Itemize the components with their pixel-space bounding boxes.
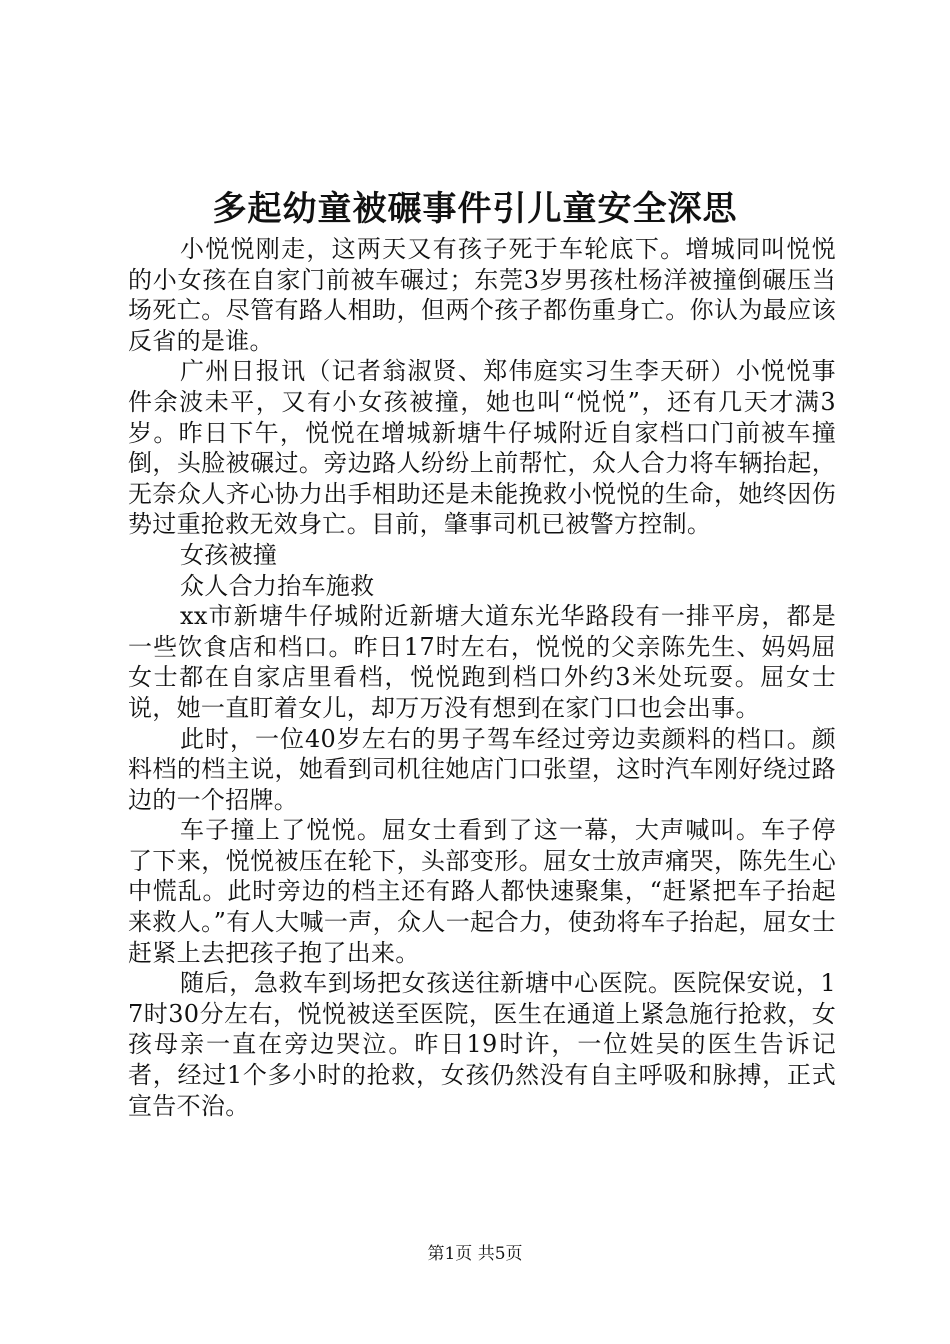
paragraph: 广州日报讯（记者翁淑贤、郑伟庭实习生李天研）小悦悦事件余波未平，又有小女孩被撞，她也叫“悦悦”，还有几天才满3岁。昨日下午，悦悦在增城新塘牛仔城附近自家档口门前被车撞倒，头脸被碾过。旁边路人纷纷上前帮忙，众人合力将车辆抬起，无奈众人齐心协力出手相助还是未能挽救小悦悦的生命，她终因伤势过重抢救无效身亡。目前，肇事司机已被警方控制。 — [128, 357, 836, 539]
page-number: 第1页 共5页 — [427, 1244, 523, 1264]
document-body — [128, 234, 836, 1121]
paragraph: 此时，一位40岁左右的男子驾车经过旁边卖颜料的档口。颜料档的档主说，她看到司机往她店门口张望，这时汽车刚好绕过路边的一个招牌。 — [128, 724, 836, 814]
paragraph: 车子撞上了悦悦。屈女士看到了这一幕，大声喊叫。车子停了下来，悦悦被压在轮下，头部变形。屈女士放声痛哭，陈先生心中慌乱。此时旁边的档主还有路人都快速聚集，“赶紧把车子抬起来救人。”有人大喊一声，众人一起合力，使劲将车子抬起，屈女士赶紧上去把孩子抱了出来。 — [128, 816, 836, 967]
document-title: 多起幼童被碾事件引儿童安全深思 — [212, 189, 738, 229]
paragraph: 随后，急救车到场把女孩送往新塘中心医院。医院保安说，17时30分左右，悦悦被送至医院，医生在通道上紧急施行抢救，女孩母亲一直在旁边哭泣。昨日19时许，一位姓吴的医生告诉记者，经过1个多小时的抢救，女孩仍然没有自主呼吸和脉搏，正式宣告不治。 — [128, 969, 836, 1120]
subheading: 女孩被撞 — [180, 540, 278, 569]
subheading: 众人合力抬车施救 — [180, 571, 375, 600]
paragraph: 小悦悦刚走，这两天又有孩子死于车轮底下。增城同叫悦悦的小女孩在自家门前被车碾过；东莞3岁男孩杜杨洋被撞倒碾压当场死亡。尽管有路人相助，但两个孩子都伤重身亡。你认为最应该反省的是谁。 — [128, 235, 836, 355]
paragraph: xx市新塘牛仔城附近新塘大道东光华路段有一排平房，都是一些饮食店和档口。昨日17时左右，悦悦的父亲陈先生、妈妈屈女士都在自家店里看档，悦悦跑到档口外约3米处玩耍。屈女士说，她一直盯着女儿，却万万没有想到在家门口也会出事。 — [128, 602, 836, 722]
